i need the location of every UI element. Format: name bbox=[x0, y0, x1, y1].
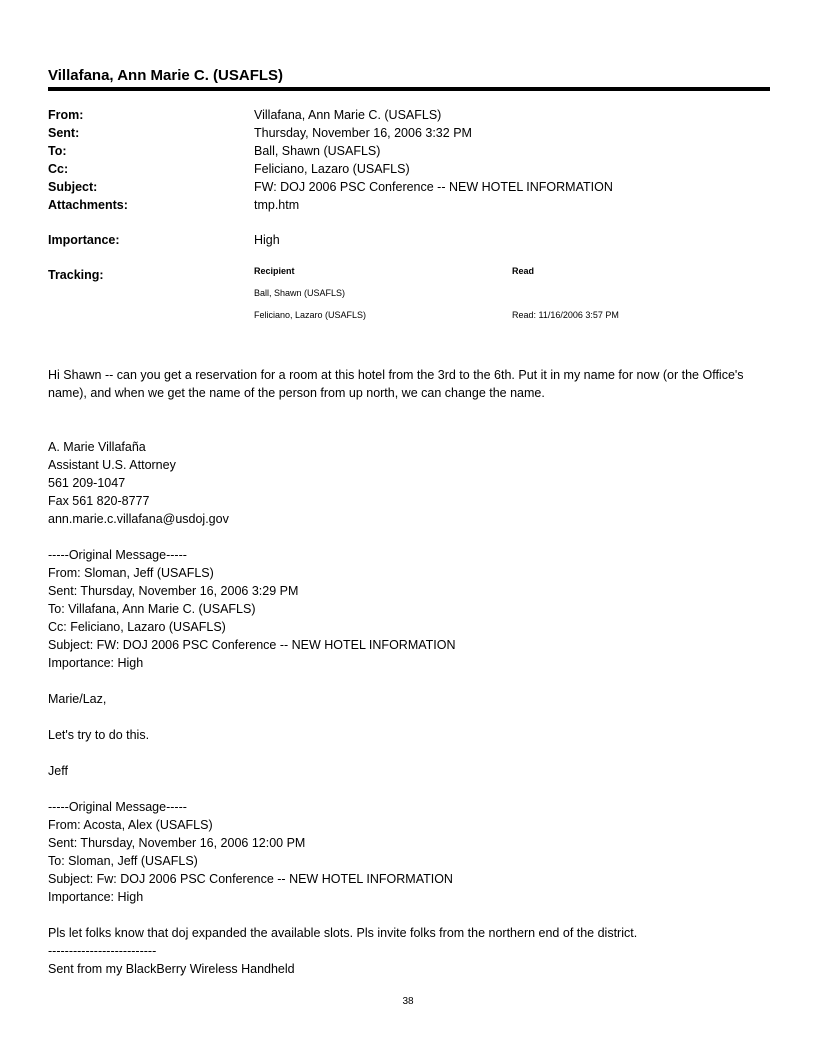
tracking-label: Tracking: bbox=[48, 268, 104, 282]
original-message-line: Cc: Feliciano, Lazaro (USAFLS) bbox=[48, 620, 226, 634]
original-message-line: Subject: FW: DOJ 2006 PSC Conference -- NEW HOTEL INFORMATION bbox=[48, 638, 456, 652]
attachments-value: tmp.htm bbox=[254, 198, 300, 212]
document-title: Villafana, Ann Marie C. (USAFLS) bbox=[48, 67, 284, 84]
page-number: 38 bbox=[402, 996, 414, 1007]
cc-label: Cc: bbox=[48, 162, 69, 176]
original-message-line: Importance: High bbox=[48, 890, 144, 904]
original-message-line: To: Sloman, Jeff (USAFLS) bbox=[48, 854, 198, 868]
signature-email: ann.marie.c.villafana@usdoj.gov bbox=[48, 512, 229, 526]
signature-line: Fax 561 820-8777 bbox=[48, 494, 150, 508]
greeting: Marie/Laz, bbox=[48, 692, 107, 706]
subject-label: Subject: bbox=[48, 180, 98, 194]
tracking-col-recipient: Recipient bbox=[254, 266, 295, 276]
message-line: Pls let folks know that doj expanded the available slots. Pls invite folks from the northern end of the district. bbox=[48, 926, 638, 940]
to-value: Ball, Shawn (USAFLS) bbox=[254, 144, 381, 158]
importance-label: Importance: bbox=[48, 233, 120, 247]
from-label: From: bbox=[48, 108, 84, 122]
intro-paragraph: Hi Shawn -- can you get a reservation for a room at this hotel from the 3rd to the 6th. Put it in my name for now (or the Office's name), and when we get the name of the person from up north, we can change the name. bbox=[48, 368, 744, 400]
signature-line: Assistant U.S. Attorney bbox=[48, 458, 176, 472]
original-message-line: From: Acosta, Alex (USAFLS) bbox=[48, 818, 213, 832]
cc-value: Feliciano, Lazaro (USAFLS) bbox=[254, 162, 410, 176]
from-value: Villafana, Ann Marie C. (USAFLS) bbox=[254, 108, 442, 122]
message-line: Let's try to do this. bbox=[48, 728, 150, 742]
subject-value: FW: DOJ 2006 PSC Conference -- NEW HOTEL INFORMATION bbox=[254, 180, 613, 194]
message-signoff: Jeff bbox=[48, 764, 68, 778]
original-message-line: From: Sloman, Jeff (USAFLS) bbox=[48, 566, 214, 580]
tracking-row-recipient: Ball, Shawn (USAFLS) bbox=[254, 288, 346, 298]
sent-value: Thursday, November 16, 2006 3:32 PM bbox=[254, 126, 472, 140]
original-message-line: Sent: Thursday, November 16, 2006 3:29 PM bbox=[48, 584, 299, 598]
tracking-col-read: Read bbox=[512, 266, 535, 276]
original-message-line: -----Original Message----- bbox=[48, 800, 187, 814]
importance-value: High bbox=[254, 233, 280, 247]
original-message-line: Subject: Fw: DOJ 2006 PSC Conference -- NEW HOTEL INFORMATION bbox=[48, 872, 453, 886]
original-message-line: Sent: Thursday, November 16, 2006 12:00 PM bbox=[48, 836, 306, 850]
sent-label: Sent: bbox=[48, 126, 80, 140]
original-message-line: -----Original Message----- bbox=[48, 548, 187, 562]
attachments-label: Attachments: bbox=[48, 198, 128, 212]
blackberry-footer: Sent from my BlackBerry Wireless Handheld bbox=[48, 962, 295, 976]
tracking-row-read: Read: 11/16/2006 3:57 PM bbox=[512, 310, 619, 320]
signature-line: 561 209-1047 bbox=[48, 476, 126, 490]
message-body bbox=[48, 366, 770, 978]
tracking-row-recipient: Feliciano, Lazaro (USAFLS) bbox=[254, 310, 367, 320]
title-rule bbox=[48, 87, 770, 91]
separator-line: -------------------------- bbox=[48, 944, 157, 958]
original-message-line: Importance: High bbox=[48, 656, 144, 670]
signature-line: A. Marie Villafaña bbox=[48, 440, 146, 454]
to-label: To: bbox=[48, 144, 67, 158]
original-message-line: To: Villafana, Ann Marie C. (USAFLS) bbox=[48, 602, 256, 616]
